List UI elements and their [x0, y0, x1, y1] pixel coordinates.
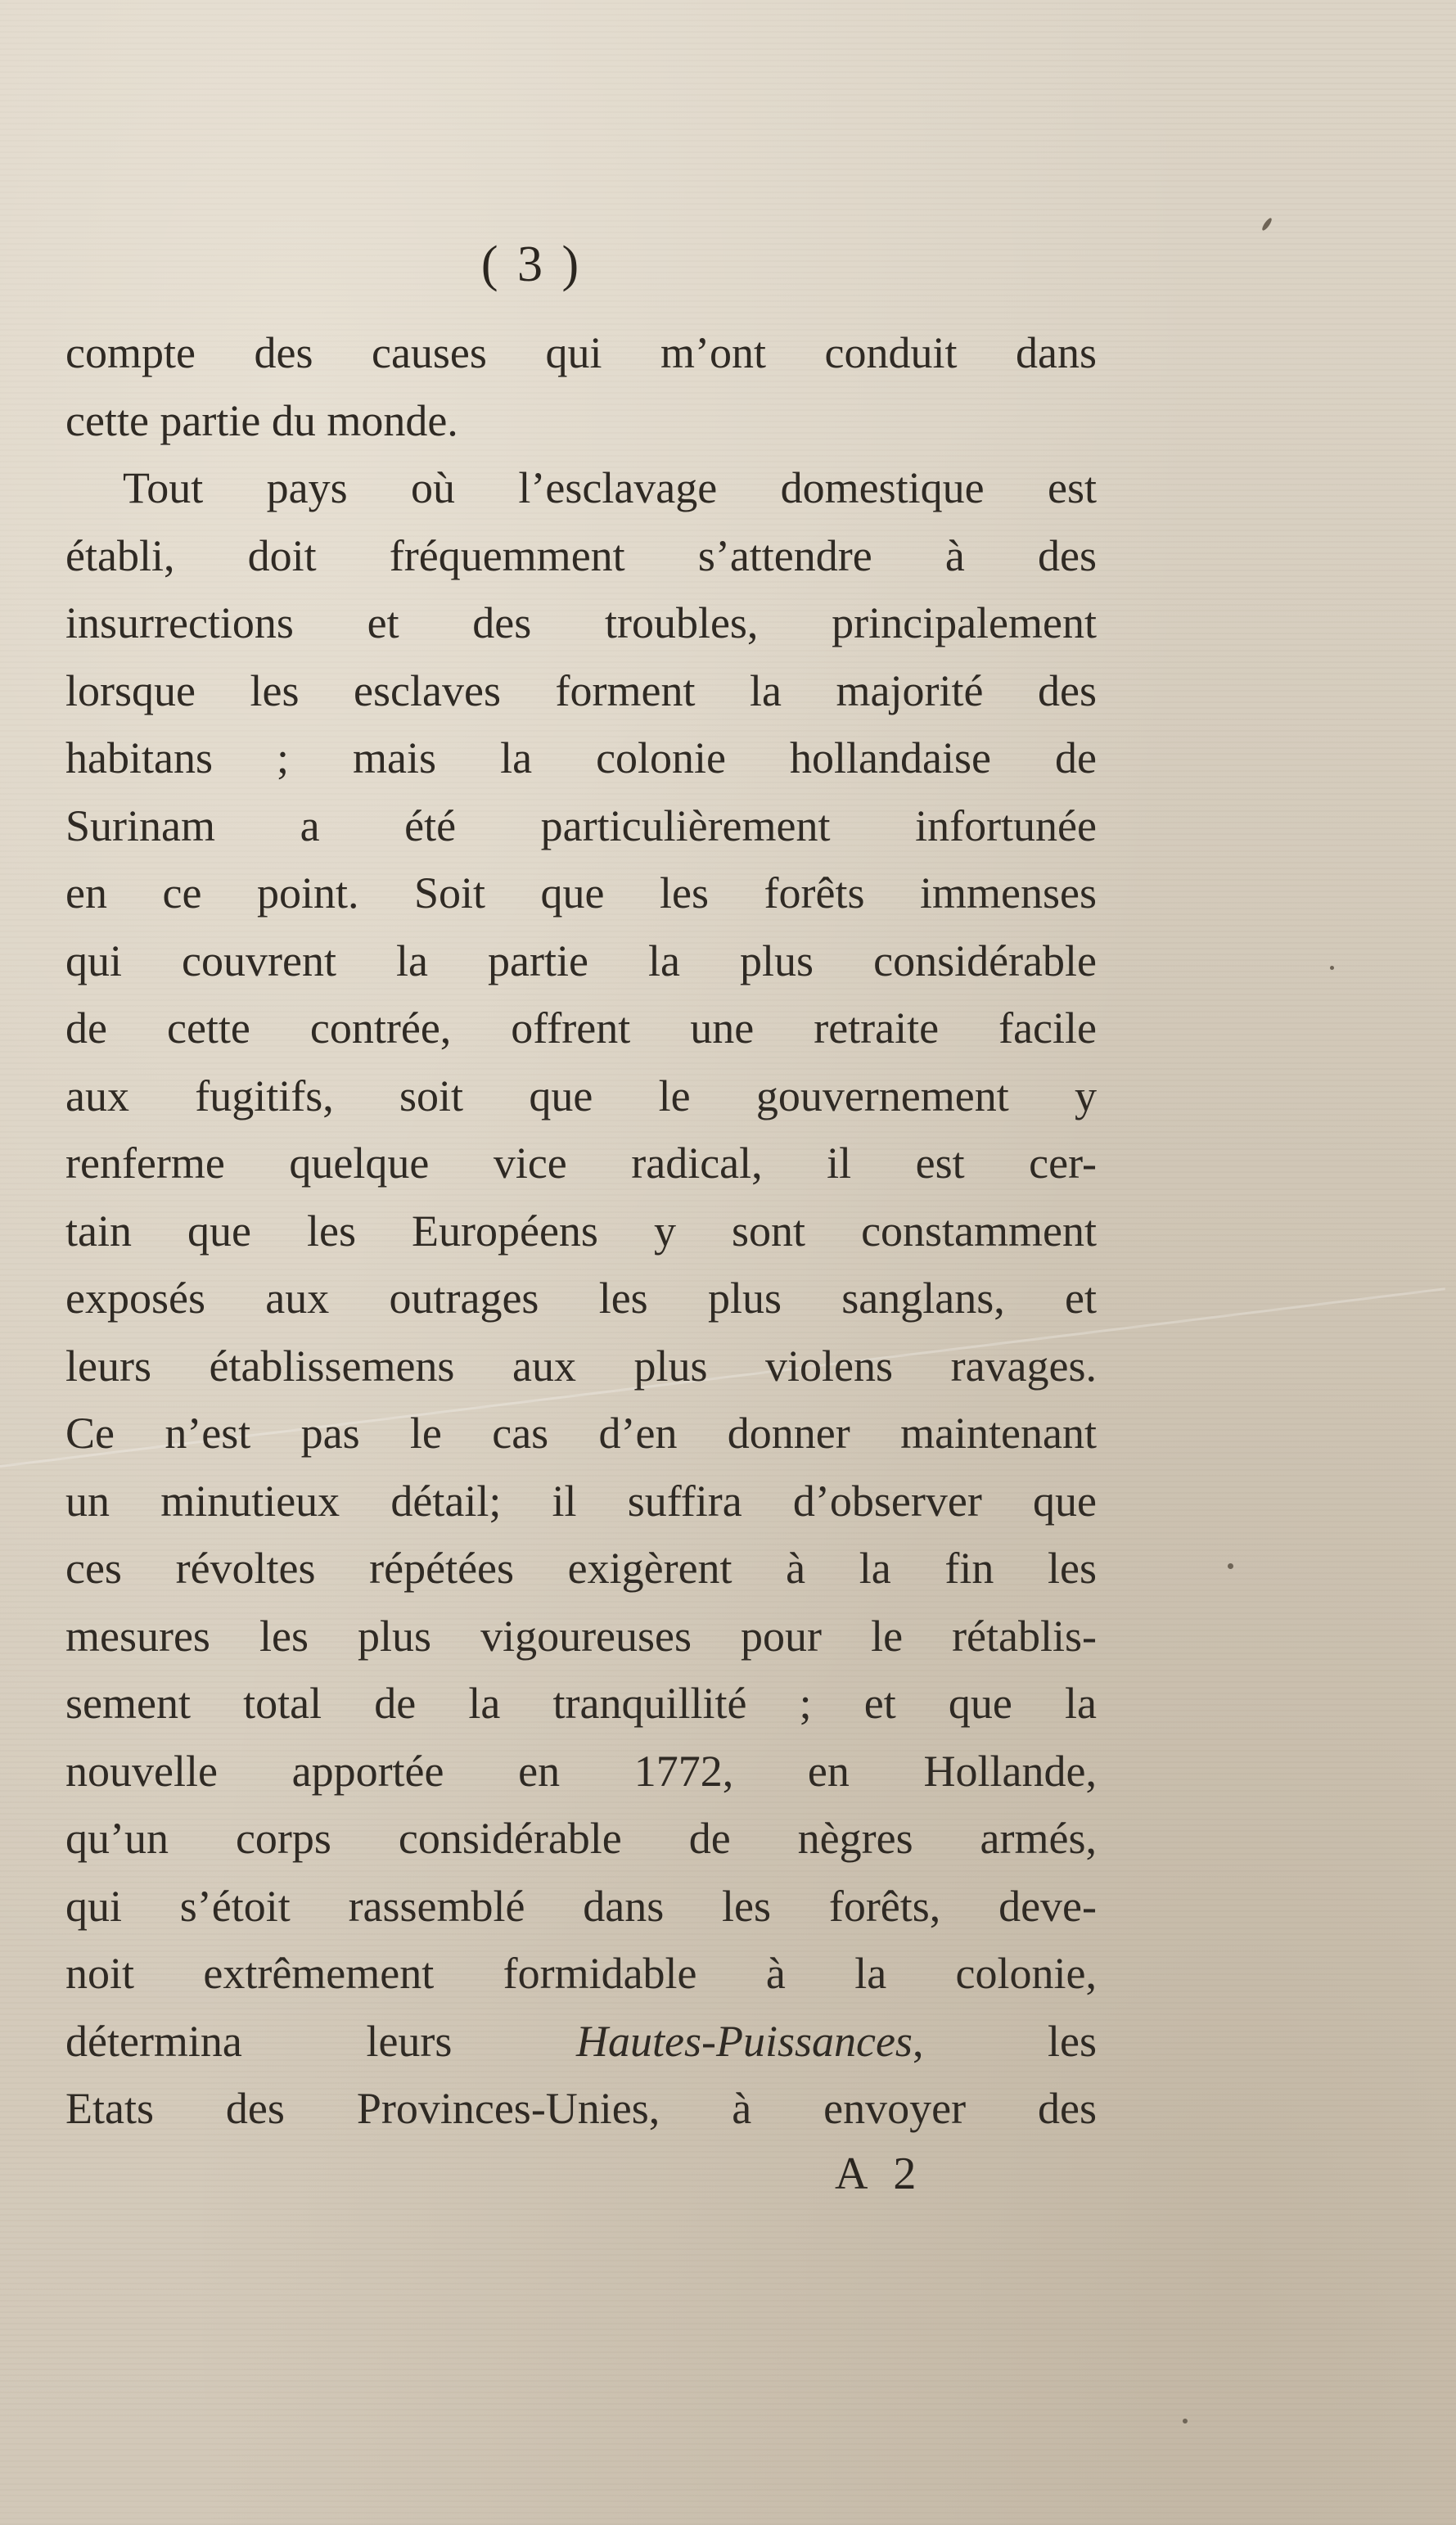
text-line: cette partie du monde.: [65, 395, 458, 445]
text-segment: , les: [912, 2016, 1097, 2066]
text-line: compte des causes qui m’ont conduit dans: [65, 328, 1097, 377]
text-line: qui couvrent la partie la plus considérable: [65, 936, 1097, 985]
text-line: habitans ; mais la colonie hollandaise de: [65, 733, 1097, 782]
text-line: renferme quelque vice radical, il est cer-: [65, 1139, 1097, 1188]
text-line: ces révoltes répétées exigèrent à la fin les: [65, 1544, 1097, 1593]
ink-speck: [1330, 966, 1334, 970]
text-line: de cette contrée, offrent une retraite facile: [65, 1003, 1097, 1053]
text-line: nouvelle apportée en 1772, en Hollande,: [65, 1746, 1097, 1796]
text-line: leurs établissemens aux plus violens ravages.: [65, 1341, 1097, 1391]
text-line: noit extrêmement formidable à la colonie,: [65, 1949, 1097, 1998]
ink-speck: [1183, 2419, 1188, 2424]
text-line: en ce point. Soit que les forêts immenses: [65, 868, 1097, 918]
text-line: mesures les plus vigoureuses pour le rétablis-: [65, 1611, 1097, 1661]
italic-title: Hautes-Puissances: [576, 2016, 913, 2066]
signature-mark: A 2: [835, 2149, 925, 2199]
text-line: sement total de la tranquillité ; et que la: [65, 1679, 1097, 1728]
text-line: établi, doit fréquemment s’attendre à des: [65, 530, 1097, 580]
text-line: aux fugitifs, soit que le gouvernement y: [65, 1071, 1097, 1120]
body-text: [65, 319, 1097, 2143]
text-line: Ce n’est pas le cas d’en donner maintenant: [65, 1409, 1097, 1458]
text-line: Etats des Provinces-Unies, à envoyer des: [65, 2084, 1097, 2133]
text-line: un minutieux détail; il suffira d’observer que: [65, 1476, 1097, 1526]
text-line: qui s’étoit rassemblé dans les forêts, deve-: [65, 1881, 1097, 1931]
text-line: Surinam a été particulièrement infortunée: [65, 800, 1097, 850]
text-line: Tout pays où l’esclavage domestique est: [123, 463, 1097, 512]
text-line: tain que les Européens y sont constamment: [65, 1206, 1097, 1256]
text-line: insurrections et des troubles, principalement: [65, 598, 1097, 647]
ink-speck: [1228, 1563, 1233, 1569]
text-line: exposés aux outrages les plus sanglans, et: [65, 1274, 1097, 1323]
ink-speck: [1260, 217, 1273, 232]
text-line: qu’un corps considérable de nègres armés,: [65, 1814, 1097, 1863]
text-segment: détermina leurs: [65, 2016, 576, 2066]
text-line: lorsque les esclaves forment la majorité des: [65, 665, 1097, 715]
page-number: ( 3 ): [480, 237, 583, 292]
text-line: [65, 2008, 1097, 2076]
